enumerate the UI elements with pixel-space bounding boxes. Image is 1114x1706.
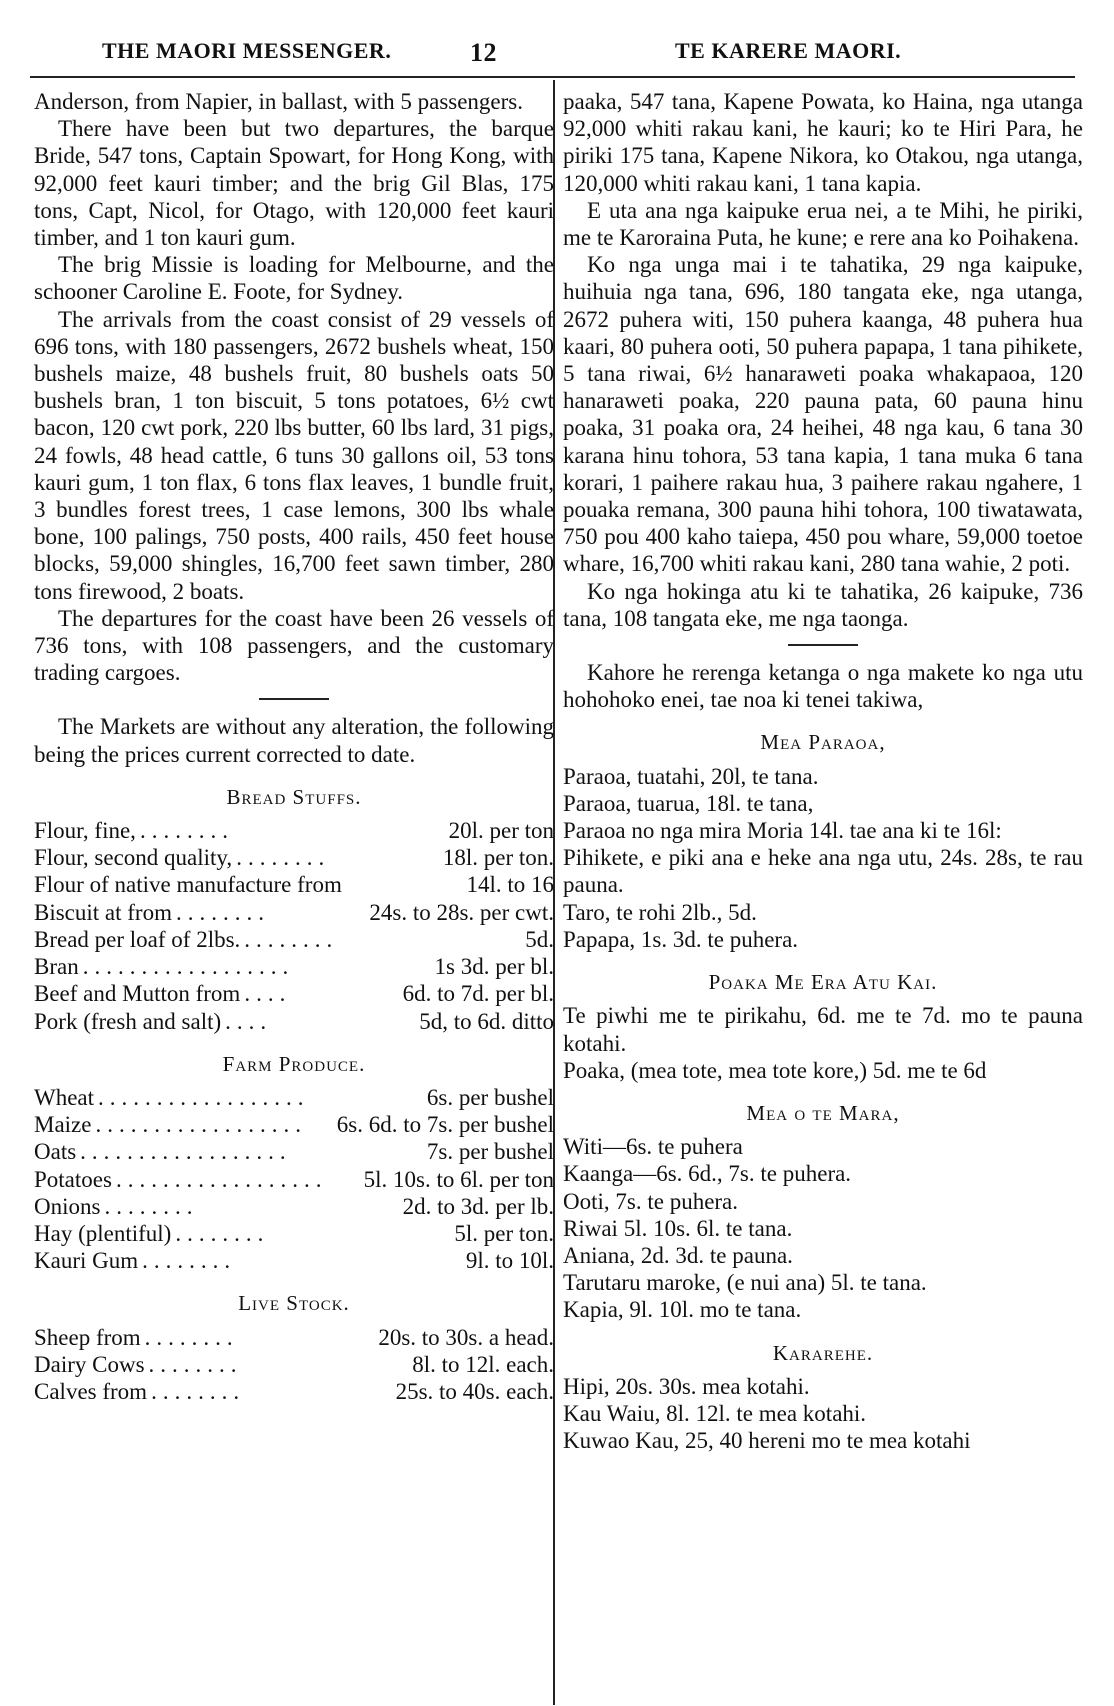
live-stock-heading: Live Stock.	[238, 1291, 350, 1316]
shipping-paragraph-2: There have been but two departures, the barque Bride, 547 tons, Captain Spowart, for Hong Kong, with 92,000 feet kauri timber; and the brig Gil Blas, 175 tons, Capt, Nicol, for Otago, with 120,000 feet kauri timber, and 1 ton kauri gum.	[34, 116, 554, 251]
price-entry: Kaanga—6s. 6d., 7s. te puhera.	[563, 1161, 852, 1187]
price-row: Biscuit at from ........ 24s. to 28s. per cwt.	[34, 899, 554, 925]
price-entry: Poaka, (mea tote, mea tote kore,) 5d. me te 6d	[563, 1057, 987, 1083]
price-row: Bran .................. 1s 3d. per bl.	[34, 954, 554, 980]
price-row: Maize .................. 6s. 6d. to 7s. per bushel	[34, 1112, 554, 1138]
shipping-paragraph-1-maori: paaka, 547 tana, Kapene Powata, ko Haina, nga utanga 92,000 whiti rakau kani, he kauri; ko te Hiri Para, he piriki 175 tana, Kapene Nikora, ko Otakou, nga utanga, 120,000 whiti rakau kani, 1 tana kapia.	[563, 89, 1083, 196]
price-row: Oats .................. 7s. per bushel	[34, 1139, 554, 1165]
price-row: Wheat .................. 6s. per bushel	[34, 1084, 554, 1110]
price-row: Flour, second quality, ........ 18l. per ton.	[34, 845, 554, 871]
price-entry: Witi—6s. te puhera	[563, 1134, 743, 1160]
bread-price-list	[34, 817, 554, 1035]
shipping-paragraph-3: The brig Missie is loading for Melbourne, and the schooner Caroline E. Foote, for Sydney.	[34, 252, 554, 305]
price-entry: Riwai 5l. 10s. 6l. te tana.	[563, 1215, 793, 1241]
stock-price-list	[34, 1324, 554, 1406]
shipping-paragraph-1: Anderson, from Napier, in ballast, with 5 passengers.	[34, 89, 523, 114]
farm-price-list	[34, 1084, 554, 1274]
header-title-english: THE MAORI MESSENGER.	[102, 38, 392, 63]
price-row: Onions ........ 2d. to 3d. per lb.	[34, 1193, 554, 1219]
header-rule	[30, 76, 1075, 78]
price-row: Kauri Gum ........ 9l. to 10l.	[34, 1248, 554, 1274]
price-row: Hay (plentiful) ........ 5l. per ton.	[34, 1220, 554, 1246]
price-entry: Te piwhi me te pirikahu, 6d. me te 7d. mo te pauna kotahi.	[563, 1003, 1083, 1056]
section-separator	[259, 698, 329, 700]
price-row: Dairy Cows ........ 8l. to 12l. each.	[34, 1351, 554, 1377]
kararehe-heading: Kararehe.	[772, 1340, 874, 1365]
price-row: Pork (fresh and salt) .... 5d, to 6d. ditto	[34, 1008, 554, 1034]
price-entry: Kuwao Kau, 25, 40 hereni mo te mea kotahi	[563, 1428, 971, 1454]
price-entry: Paraoa, tuarua, 18l. te tana,	[563, 790, 814, 816]
mara-price-list	[563, 1133, 1083, 1323]
price-row: Bread per loaf of 2lbs. ........ 5d.	[34, 926, 554, 952]
shipping-paragraph-5: The departures for the coast have been 26 vessels of 736 tons, with 108 passengers, and the customary trading cargoes.	[34, 605, 554, 686]
poaka-price-list	[563, 1002, 1083, 1084]
paraoa-heading: Mea Paraoa,	[760, 730, 886, 755]
price-entry: Paraoa, tuatahi, 20l, te tana.	[563, 763, 819, 789]
price-entry: Kapia, 9l. 10l. mo te tana.	[563, 1297, 802, 1323]
price-entry: Pihikete, e piki ana e heke ana nga utu, 24s. 28s, te rau pauna.	[563, 845, 1083, 898]
farm-produce-heading: Farm Produce.	[222, 1051, 366, 1076]
kararehe-price-list	[563, 1373, 1083, 1455]
section-separator	[788, 644, 858, 646]
price-row: Beef and Mutton from .... 6d. to 7d. per bl.	[34, 981, 554, 1007]
markets-paragraph-maori: Kahore he rerenga ketanga o nga makete ko nga utu hohohoko enei, tae noa ki tenei takiwa,	[563, 660, 1083, 713]
price-row: Flour, fine, ........ 20l. per ton	[34, 818, 554, 844]
bread-stuffs-heading: Bread Stuffs.	[226, 784, 362, 809]
page-number: 12	[470, 38, 497, 67]
shipping-paragraph-4: The arrivals from the coast consist of 29 vessels of 696 tons, with 180 passengers, 2672 bushels wheat, 150 bushels maize, 48 bushels fruit, 80 bushels oats 50 bushels bran, 1 ton biscuit, 5 tons potatoes, 6½ cwt bacon, 120 cwt pork, 220 lbs butter, 60 lbs lard, 31 pigs, 24 fowls, 48 head cattle, 6 tuns 30 gallons oil, 53 tons kauri gum, 1 ton flax, 6 tons flax leaves, 1 bundle fruit, 3 bundles forest trees, 1 case lemons, 300 lbs whale bone, 100 palings, 750 posts, 400 rails, 450 feet house blocks, 59,000 shingles, 16,700 feet sawn timber, 280 tons firewood, 2 boats.	[34, 306, 554, 604]
price-entry: Paraoa no nga mira Moria 14l. tae ana ki te 16l:	[563, 818, 1002, 844]
price-row: Calves from ........ 25s. to 40s. each.	[34, 1378, 554, 1404]
price-entry: Tarutaru maroke, (e nui ana) 5l. te tana.	[563, 1270, 927, 1296]
price-entry: Aniana, 2d. 3d. te pauna.	[563, 1242, 793, 1268]
price-row: Potatoes .................. 5l. 10s. to 6l. per ton	[34, 1166, 554, 1192]
price-entry: Ooti, 7s. te puhera.	[563, 1188, 739, 1214]
column-english	[34, 88, 554, 1405]
poaka-heading: Poaka Me Era Atu Kai.	[708, 970, 938, 995]
price-entry: Hipi, 20s. 30s. mea kotahi.	[563, 1373, 810, 1399]
price-entry: Papapa, 1s. 3d. te puhera.	[563, 926, 799, 952]
mara-heading: Mea o te Mara,	[746, 1100, 900, 1125]
shipping-paragraph-3-maori: Ko nga unga mai i te tahatika, 29 nga kaipuke, huihuia nga tana, 696, 180 tangata eke, nga utanga, 2672 puhera witi, 150 puhera kaanga, 48 puhera hua kaari, 80 puhera ooti, 50 puhera papapa, 1 tana pihikete, 5 tana riwai, 6½ hanaraweti poaka whakapaoa, 120 hanaraweti poaka, 220 pauna pata, 60 pauna hinu poaka, 31 poaka ora, 24 heihei, 48 nga kau, 6 tana 30 karana hinu tohora, 53 tana kapia, 1 tana muka 6 tana korari, 1 paihere rakau hua, 3 paihere rakau ngahere, 1 pouaka remana, 300 pauna hihi tohora, 100 tiwatawata, 750 pou 400 kaho taiepa, 450 pou whare, 59,000 toetoe whare, 16,700 whiti rakau kani, 280 tana wahie, 2 poti.	[563, 252, 1083, 577]
header-title-maori: TE KARERE MAORI.	[675, 38, 902, 63]
price-entry: Kau Waiu, 8l. 12l. te mea kotahi.	[563, 1400, 867, 1426]
price-entry: Taro, te rohi 2lb., 5d.	[563, 899, 757, 925]
paraoa-price-list	[563, 763, 1083, 953]
shipping-paragraph-2-maori: E uta ana nga kaipuke erua nei, a te Mihi, he piriki, me te Karoraina Puta, he kune; e rere ana ko Poihakena.	[563, 197, 1083, 251]
markets-paragraph: The Markets are without any alteration, the following being the prices current corrected to date.	[34, 714, 554, 767]
price-row: Sheep from ........ 20s. to 30s. a head.	[34, 1324, 554, 1350]
shipping-paragraph-4-maori: Ko nga hokinga atu ki te tahatika, 26 kaipuke, 736 tana, 108 tangata eke, me nga taonga.	[563, 578, 1083, 631]
page-header	[0, 38, 1114, 74]
column-maori	[563, 88, 1083, 1454]
price-row: Flour of native manufacture from 14l. to 16	[34, 872, 554, 898]
